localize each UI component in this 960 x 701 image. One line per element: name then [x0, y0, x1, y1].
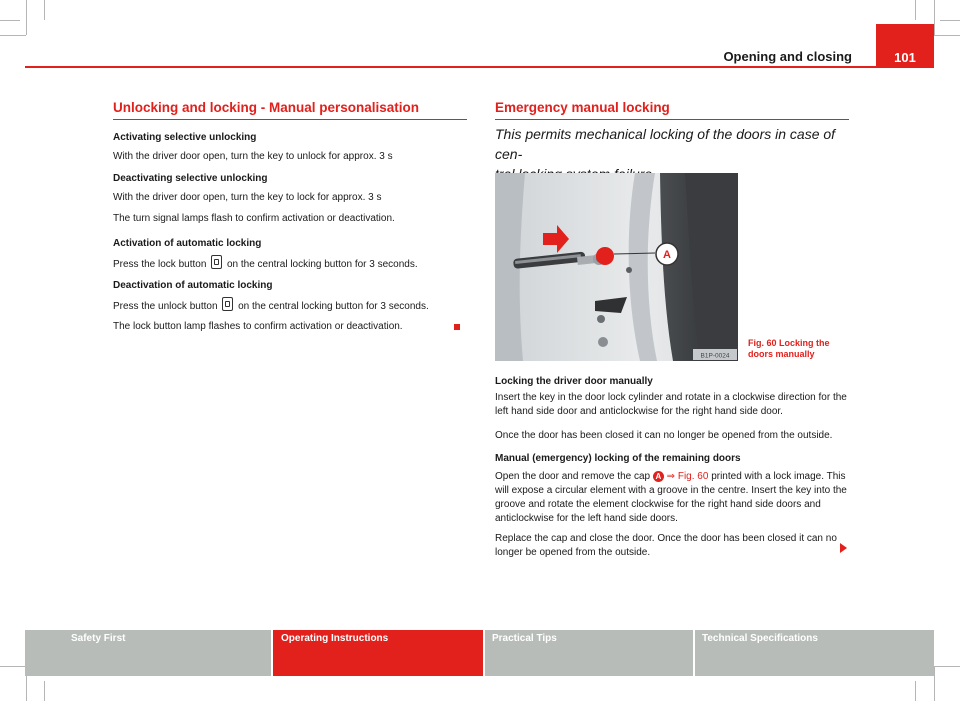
footer-tab-technical-specifications[interactable] — [695, 630, 934, 676]
subheading-activating-selective-unlocking: Activating selective unlocking — [113, 132, 257, 143]
crop-mark — [0, 666, 26, 667]
running-header-title: Opening and closing — [723, 49, 852, 64]
text-fragment: Open the door and remove the cap — [495, 471, 651, 482]
paragraph: With the driver door open, turn the key to lock for approx. 3 s — [113, 192, 382, 203]
crop-mark — [934, 35, 960, 36]
footer-tab-label: Safety First — [71, 633, 126, 644]
section-heading-emergency-locking: Emergency manual locking — [495, 100, 670, 115]
subheading-driver-door: Locking the driver door manually — [495, 376, 653, 387]
crop-mark — [44, 681, 45, 701]
continue-arrow-icon — [840, 543, 847, 553]
subheading-deactivating-selective-unlocking: Deactivating selective unlocking — [113, 173, 268, 184]
figure-caption — [748, 338, 843, 360]
header-rule — [25, 66, 876, 68]
footer-tab-operating-instructions[interactable] — [273, 630, 483, 676]
text-fragment: Press the lock button — [113, 259, 207, 270]
footer-tab-label: Operating Instructions — [281, 633, 389, 644]
crop-mark — [934, 0, 935, 35]
footer-tab-label: Practical Tips — [492, 633, 557, 644]
door-lock-illustration — [495, 173, 738, 361]
paragraph: With the driver door open, turn the key to unlock for approx. 3 s — [113, 151, 393, 162]
footer-tab-label: Technical Specifications — [702, 633, 818, 644]
heading-rule — [113, 119, 467, 120]
crop-mark — [934, 666, 960, 667]
crop-mark — [934, 666, 935, 701]
text-fragment: on the central locking button for 3 seconds. — [226, 259, 418, 270]
footer-tab-practical-tips[interactable] — [485, 630, 693, 676]
text-fragment: on the central locking button for 3 seconds. — [238, 301, 429, 312]
figure-reference-link[interactable]: ⇒ Fig. 60 — [666, 471, 709, 482]
figure-code: B1P-0024 — [700, 352, 730, 360]
page-number: 101 — [876, 24, 934, 68]
callout-a-icon: A — [653, 471, 664, 482]
paragraph: Insert the key in the door lock cylinder and rotate in a clockwise direction for the left hand side door and anticlockwise for the right hand side door. — [495, 392, 847, 417]
subheading-activation-automatic-locking: Activation of automatic locking — [113, 238, 262, 249]
unlock-button-icon — [222, 297, 233, 311]
crop-mark — [940, 20, 960, 21]
paragraph-lock-button — [113, 255, 468, 272]
intro-line: This permits mechanical locking of the doors in case of cen- — [495, 126, 836, 162]
paragraph-unlock-button — [113, 297, 468, 314]
crop-mark — [0, 20, 20, 21]
crop-mark — [44, 0, 45, 20]
crop-mark — [0, 35, 26, 36]
subheading-remaining-doors: Manual (emergency) locking of the remaining doors — [495, 453, 741, 464]
lock-button-icon — [211, 255, 222, 269]
paragraph: Replace the cap and close the door. Once the door has been closed it can no longer be opened from the outside. — [495, 533, 837, 558]
figure-callout-label: A — [663, 249, 671, 261]
paragraph: The lock button lamp flashes to confirm activation or deactivation. — [113, 321, 403, 332]
subheading-deactivation-automatic-locking: Deactivation of automatic locking — [113, 280, 273, 291]
caption-line: Fig. 60 Locking the — [748, 338, 830, 348]
paragraph: Once the door has been closed it can no longer be opened from the outside. — [495, 430, 833, 441]
caption-line: doors manually — [748, 349, 815, 359]
crop-mark — [915, 0, 916, 20]
footer-tab-safety-first[interactable] — [25, 630, 271, 676]
paragraph-remove-cap — [495, 470, 853, 526]
text-fragment: Press the unlock button — [113, 301, 218, 312]
heading-rule — [495, 119, 849, 120]
crop-mark — [26, 0, 27, 35]
paragraph: The turn signal lamps flash to confirm activation or deactivation. — [113, 213, 395, 224]
section-heading-manual-personalisation: Unlocking and locking - Manual personalisation — [113, 100, 420, 115]
text-fragment: printed with a lock image. This will expose a circular element with a groove in the centre. Insert the key into the groove and rotate the element clockwise for the right hand side doors and anticlockwise for the left hand side doors. — [495, 471, 847, 524]
section-end-mark — [454, 324, 460, 330]
crop-mark — [915, 681, 916, 701]
figure-60-door-lock — [495, 173, 738, 361]
